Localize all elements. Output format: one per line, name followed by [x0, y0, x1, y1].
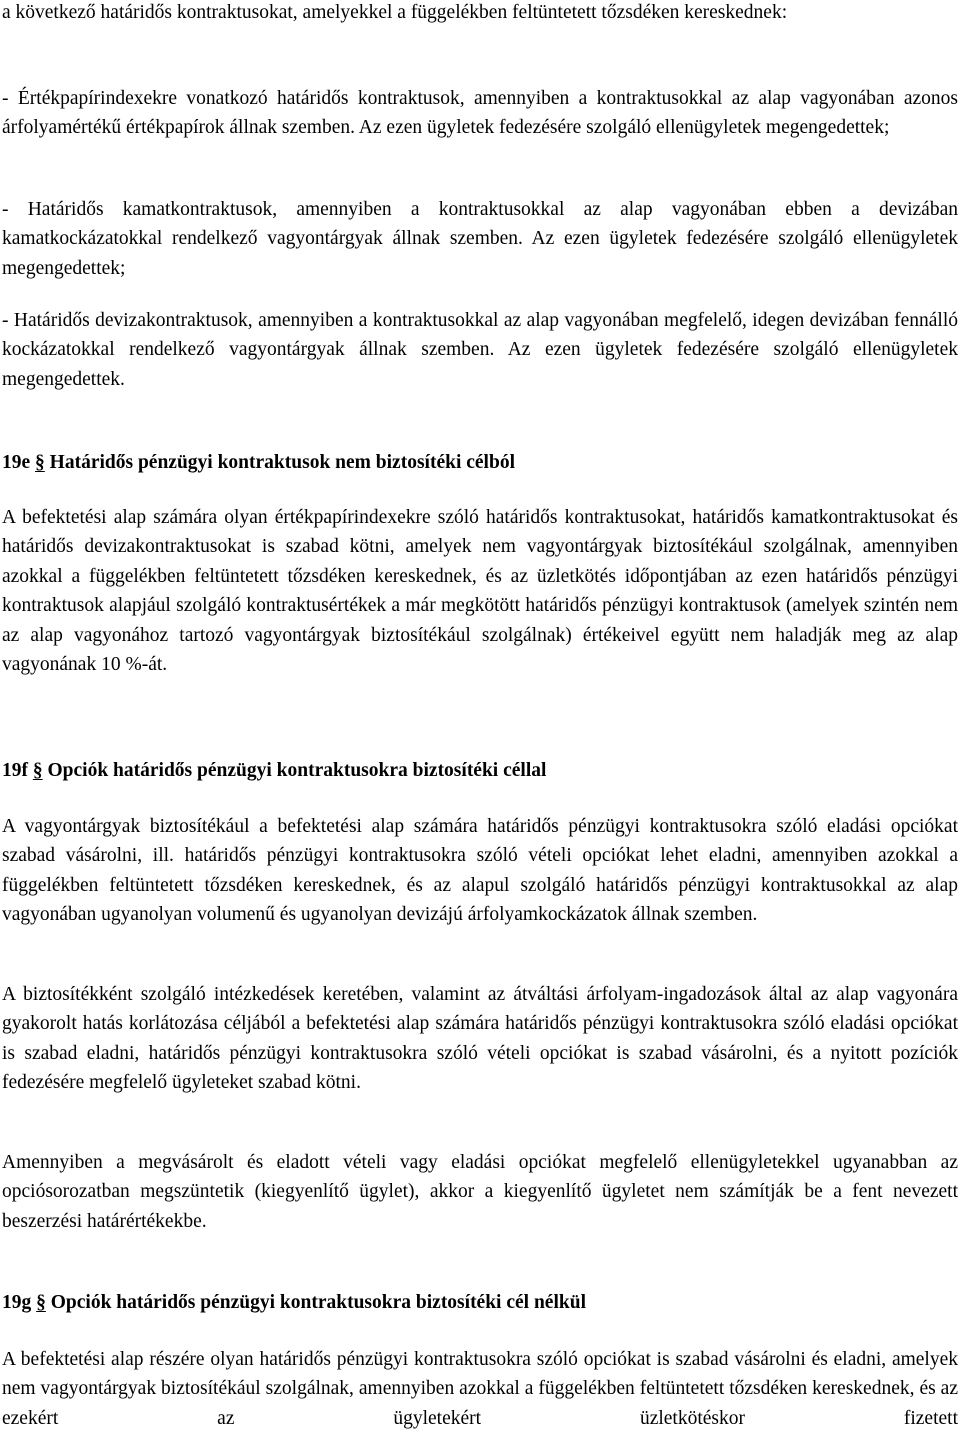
section-19g-paragraph: A befektetési alap részére olyan határidős pénzügyi kontraktusokra szóló opciókat is szabad vásárolni és eladni, amelyek nem vagyontárgyak biztosítékául szolgálnak, amennyiben azokkal a függelékben feltüntetett tőzsdéken kereskednek, és az ezekért az ügyletekért üzletkötéskor fizetett	[2, 1349, 958, 1429]
paragraph-symbol: §	[36, 1292, 46, 1313]
section-19f-paragraph-2: A biztosítékként szolgáló intézkedések keretében, valamint az átváltási árfolyam-ingadozások által az alap vagyonára gyakorolt hatás korlátozása céljából a befektetési alap számára határidős pénzügyi kontraktusokra szóló eladási opciókat is szabad eladni, határidős pénzügyi kontraktusokra szóló vételi opciókat is szabad vásárolni, és a nyitott pozíciók fedezésére megfelelő ügyleteket szabad kötni.	[2, 984, 958, 1094]
paragraph-symbol: §	[35, 452, 45, 473]
section-number: 19f	[2, 760, 28, 781]
intro-paragraph: a következő határidős kontraktusokat, amelyekkel a függelékben feltüntetett tőzsdéken kereskednek:	[2, 2, 788, 23]
section-number: 19g	[2, 1292, 32, 1313]
list-item-interest-rate-futures: - Határidős kamatkontraktusok, amennyiben a kontraktusokkal az alap vagyonában ebben a devizában kamatkockázatokkal rendelkező vagyontárgyak állnak szemben. Az ezen ügyletek fedezésére szolgáló ellenügyletek megengedettek;	[2, 199, 958, 279]
section-heading-19g	[2, 1288, 958, 1317]
list-item-currency-futures: - Határidős devizakontraktusok, amennyiben a kontraktusokkal az alap vagyonában megfelelő, idegen devizában fennálló kockázatokkal rendelkező vagyontárgyak állnak szemben. Az ezen ügyletek fedezésére szolgáló ellenügyletek megengedettek.	[2, 310, 958, 390]
section-heading-19f	[2, 756, 958, 785]
section-number: 19e	[2, 452, 31, 473]
section-title: Opciók határidős pénzügyi kontraktusokra biztosítéki céllal	[47, 760, 547, 781]
section-19f-paragraph-3: Amennyiben a megvásárolt és eladott vételi vagy eladási opciókat megfelelő ellenügyletekkel ugyanabban az opciósorozatban megszüntetik (kiegyenlítő ügylet), akkor a kiegyenlítő ügyletet nem számítják be a fent nevezett beszerzési határértékekbe.	[2, 1152, 958, 1232]
section-heading-19e	[2, 448, 958, 477]
section-19e-paragraph: A befektetési alap számára olyan értékpapírindexekre szóló határidős kontraktusokat, határidős kamatkontraktusokat és határidős devizakontraktusokat is szabad kötni, amelyek nem vagyontárgyak biztosítékául szolgálnak, amennyiben azokkal a függelékben feltüntetett tőzsdéken kereskednek, és az üzletkötés időpontjában az ezen határidős pénzügyi kontraktusok alapjául szolgáló kontraktusértékek a már megkötött határidős pénzügyi kontraktusok (amelyek szintén nem az alap vagyonához tartozó vagyontárgyak biztosítékául szolgálnak) értékeivel együtt nem haladják meg az alap vagyonának 10 %-át.	[2, 507, 958, 676]
section-title: Opciók határidős pénzügyi kontraktusokra biztosítéki cél nélkül	[50, 1292, 586, 1313]
paragraph-symbol: §	[32, 760, 43, 781]
section-title: Határidős pénzügyi kontraktusok nem biztosítéki célból	[49, 452, 515, 473]
list-item-stock-index-futures: - Értékpapírindexekre vonatkozó határidős kontraktusok, amennyiben a kontraktusokkal az alap vagyonában azonos árfolyamértékű értékpapírok állnak szemben. Az ezen ügyletek fedezésére szolgáló ellenügyletek megengedettek;	[2, 88, 958, 139]
section-19f-paragraph-1: A vagyontárgyak biztosítékául a befektetési alap számára határidős pénzügyi kontraktusokra szóló eladási opciókat szabad vásárolni, ill. határidős pénzügyi kontraktusokra szóló vételi opciókat lehet eladni, amennyiben azokkal a függelékben feltüntetett tőzsdéken kereskednek, és az alapul szolgáló határidős pénzügyi kontraktusokkal az alap vagyonában ugyanolyan volumenű és ugyanolyan devizájú árfolyamkockázatok állnak szemben.	[2, 816, 958, 926]
